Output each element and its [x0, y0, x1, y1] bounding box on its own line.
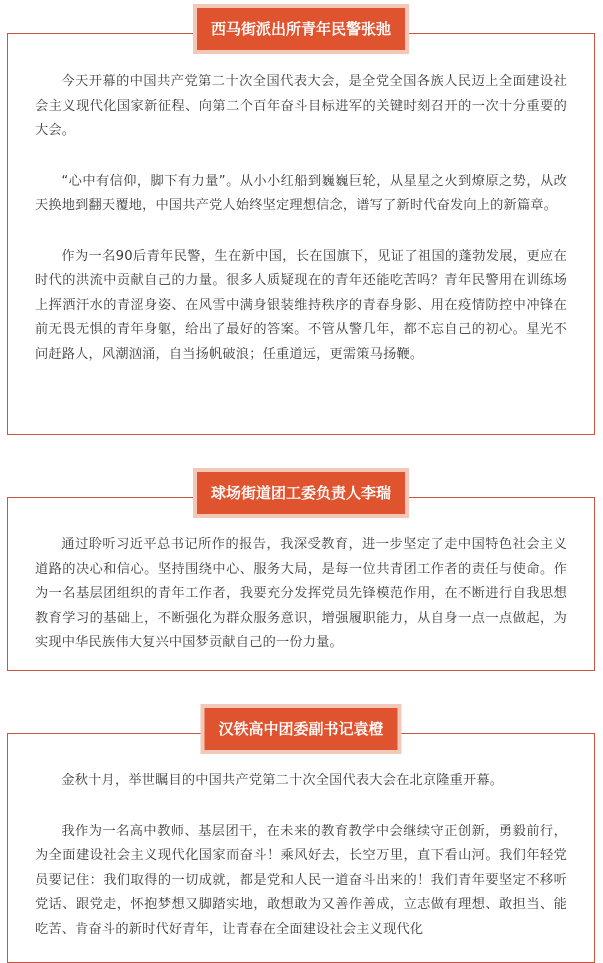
section-body-1	[8, 34, 594, 367]
section-card-1	[7, 20, 595, 435]
section-body-3	[8, 734, 594, 942]
section-title-2: 球场街道团工委负责人李瑞	[197, 472, 405, 514]
paragraph: 通过聆听习近平总书记所作的报告，我深受教育，进一步坚定了走中国特色社会主义道路的决心和信心。坚持围绕中心、服务大局，是每一位共青团工作者的责任与使命。作为一名基层团组织的青年工作者，我要充分发挥党员先锋模范作用，在不断进行自我思想教育学习的基础上，不断强化为群众服务意识，增强履职能力，从自身一点一点做起，为实现中华民族伟大复兴中国梦贡献自己的一份力量。	[35, 537, 567, 650]
section-title-1: 西马街派出所青年民警张弛	[197, 8, 405, 50]
paragraph: 我作为一名高中教师、基层团干，在未来的教育教学中会继续守正创新，勇毅前行，为全面建设社会主义现代化国家而奋斗！乘风好去，长空万里，直下看山河。我们年轻党员要记住：我们取得的一切成就，都是党和人民一道奋斗出来的！我们青年要坚定不移听党话、跟党走，怀抱梦想又脚踏实地，敢想敢为又善作善成，立志做有理想、敢担当、能吃苦、肯奋斗的新时代好青年，让青春在全面建设社会主义现代化	[35, 823, 567, 937]
paragraph: 作为一名90后青年民警，生在新中国，长在国旗下，见证了祖国的蓬勃发展，更应在时代的洪流中贡献自己的力量。很多人质疑现在的青年还能吃苦吗？青年民警用在训练场上挥洒汗水的青涩身姿、在风雪中满身银装维持秩序的青春身影、用在疫情防控中冲锋在前无畏无惧的青年身躯，给出了最好的答案。不管从警几年，都不忘自己的初心。星光不问赶路人，风潮汹涌，自当扬帆破浪；任重道远，更需策马扬鞭。	[35, 248, 567, 362]
section-body-2	[8, 498, 594, 656]
paragraph: “心中有信仰，脚下有力量”。从小小红船到巍巍巨轮，从星星之火到燎原之势，从改天换地到翻天覆地，中国共产党人始终坚定理想信念，谱写了新时代奋发向上的新篇章。	[35, 173, 567, 213]
section-card-3	[7, 720, 595, 963]
section-title-3: 汉铁高中团委副书记袁橙	[204, 708, 397, 750]
paragraph: 今天开幕的中国共产党第二十次全国代表大会，是全党全国各族人民迈上全面建设社会主义现代化国家新征程、向第二个百年奋斗目标进军的关键时刻召开的一次十分重要的大会。	[35, 74, 567, 138]
section-card-2	[7, 484, 595, 671]
paragraph: 金秋十月，举世瞩目的中国共产党第二十次全国代表大会在北京隆重开幕。	[61, 773, 504, 788]
